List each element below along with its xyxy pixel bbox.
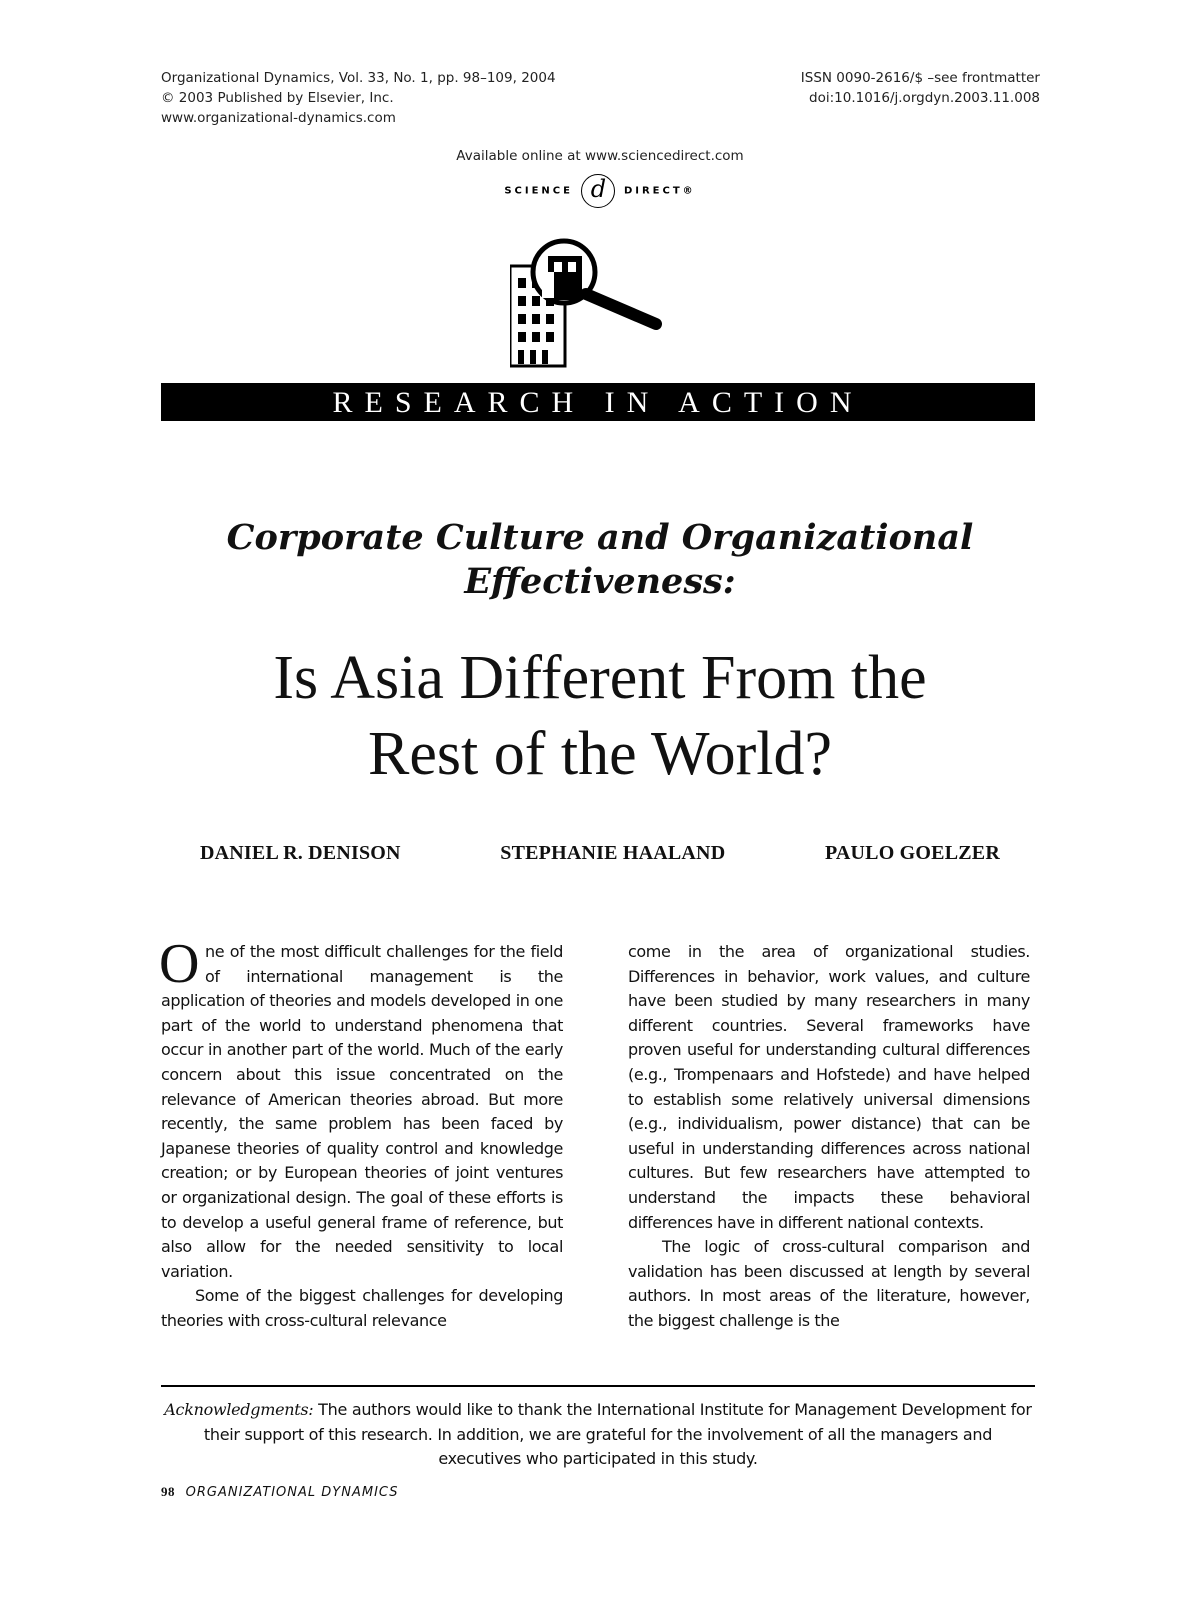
body-paragraph: come in the area of organizational studies. Differences in behavior, work values, and culture have been studied by many researchers in many different countries. Several frameworks have proven useful for understanding cultural differences (e.g., Trompenaars and Hofstede) and have helped to establish some relatively universal dimensions (e.g., individualism, power distance) that can be useful in understanding differences across national cultures. But few researchers have attempted to understand the impacts these behavioral differences have in different national contexts. [628, 942, 1030, 1232]
drop-cap: O [159, 933, 200, 995]
body-column-right [628, 940, 1030, 1334]
author-name: DANIEL R. DENISON [200, 842, 401, 864]
doi: doi:10.1016/j.orgdyn.2003.11.008 [809, 90, 1040, 106]
page-footer [161, 1484, 398, 1500]
author-name: PAULO GOELZER [824, 842, 1000, 864]
logo-left-word: SCIENCE [504, 185, 573, 197]
page-number: 98 [161, 1484, 175, 1499]
header-left [161, 68, 556, 128]
kicker-line-2: Effectiveness: [464, 561, 736, 602]
acknowledgments [161, 1398, 1035, 1472]
body-paragraph: Some of the biggest challenges for developing theories with cross-cultural relevance [161, 1286, 563, 1330]
issn: ISSN 0090-2616/$ –see frontmatter [800, 70, 1040, 86]
availability-note: Available online at www.sciencedirect.com [456, 148, 744, 164]
article-kicker [0, 516, 1200, 604]
title-line-1: Is Asia Different From the [273, 644, 927, 712]
paragraph-text: ne of the most difficult challenges for the field of international management is the application of theories and models developed in one part of the world to understand phenomena that occur in another part of the world. Much of the early concern about this issue concentrated on the relevance of American theories abroad. But more recently, the same problem has been faced by Japanese theories of quality control and knowledge creation; or by European theories of joint ventures or organizational design. The goal of these efforts is to develop a useful general frame of reference, but also allow for the needed sensitivity to local variation. [161, 942, 563, 1281]
sciencedirect-logo [0, 174, 1200, 208]
author-name: STEPHANIE HAALAND [500, 842, 726, 864]
logo-at-mark: d [581, 174, 615, 208]
header-right [801, 68, 1040, 108]
building-magnifier-icon [510, 238, 680, 368]
journal-website: www.organizational-dynamics.com [161, 110, 396, 126]
kicker-line-1: Corporate Culture and Organizational [226, 517, 974, 558]
author-list [200, 842, 1000, 865]
logo-right-word: DIRECT® [623, 185, 696, 197]
acknowledgments-label: Acknowledgments: [164, 1400, 314, 1419]
title-line-2: Rest of the World? [368, 720, 832, 788]
footnote-divider [161, 1385, 1035, 1387]
copyright: © 2003 Published by Elsevier, Inc. [161, 90, 394, 106]
article-title [0, 640, 1200, 792]
body-column-left [159, 933, 563, 1334]
footer-journal: ORGANIZATIONAL DYNAMICS [185, 1485, 399, 1500]
body-paragraph: The logic of cross-cultural comparison and validation has been discussed at length by several authors. In most areas of the literature, however, the biggest challenge is the [628, 1237, 1030, 1330]
body-paragraph [159, 933, 563, 1284]
journal-citation: Organizational Dynamics, Vol. 33, No. 1, pp. 98–109, 2004 [161, 70, 556, 86]
section-banner: RESEARCH IN ACTION [161, 383, 1035, 421]
acknowledgments-text: The authors would like to thank the International Institute for Management Development for their support of this research. In addition, we are grateful for the involvement of all the managers and executives who participated in this study. [203, 1400, 1032, 1468]
